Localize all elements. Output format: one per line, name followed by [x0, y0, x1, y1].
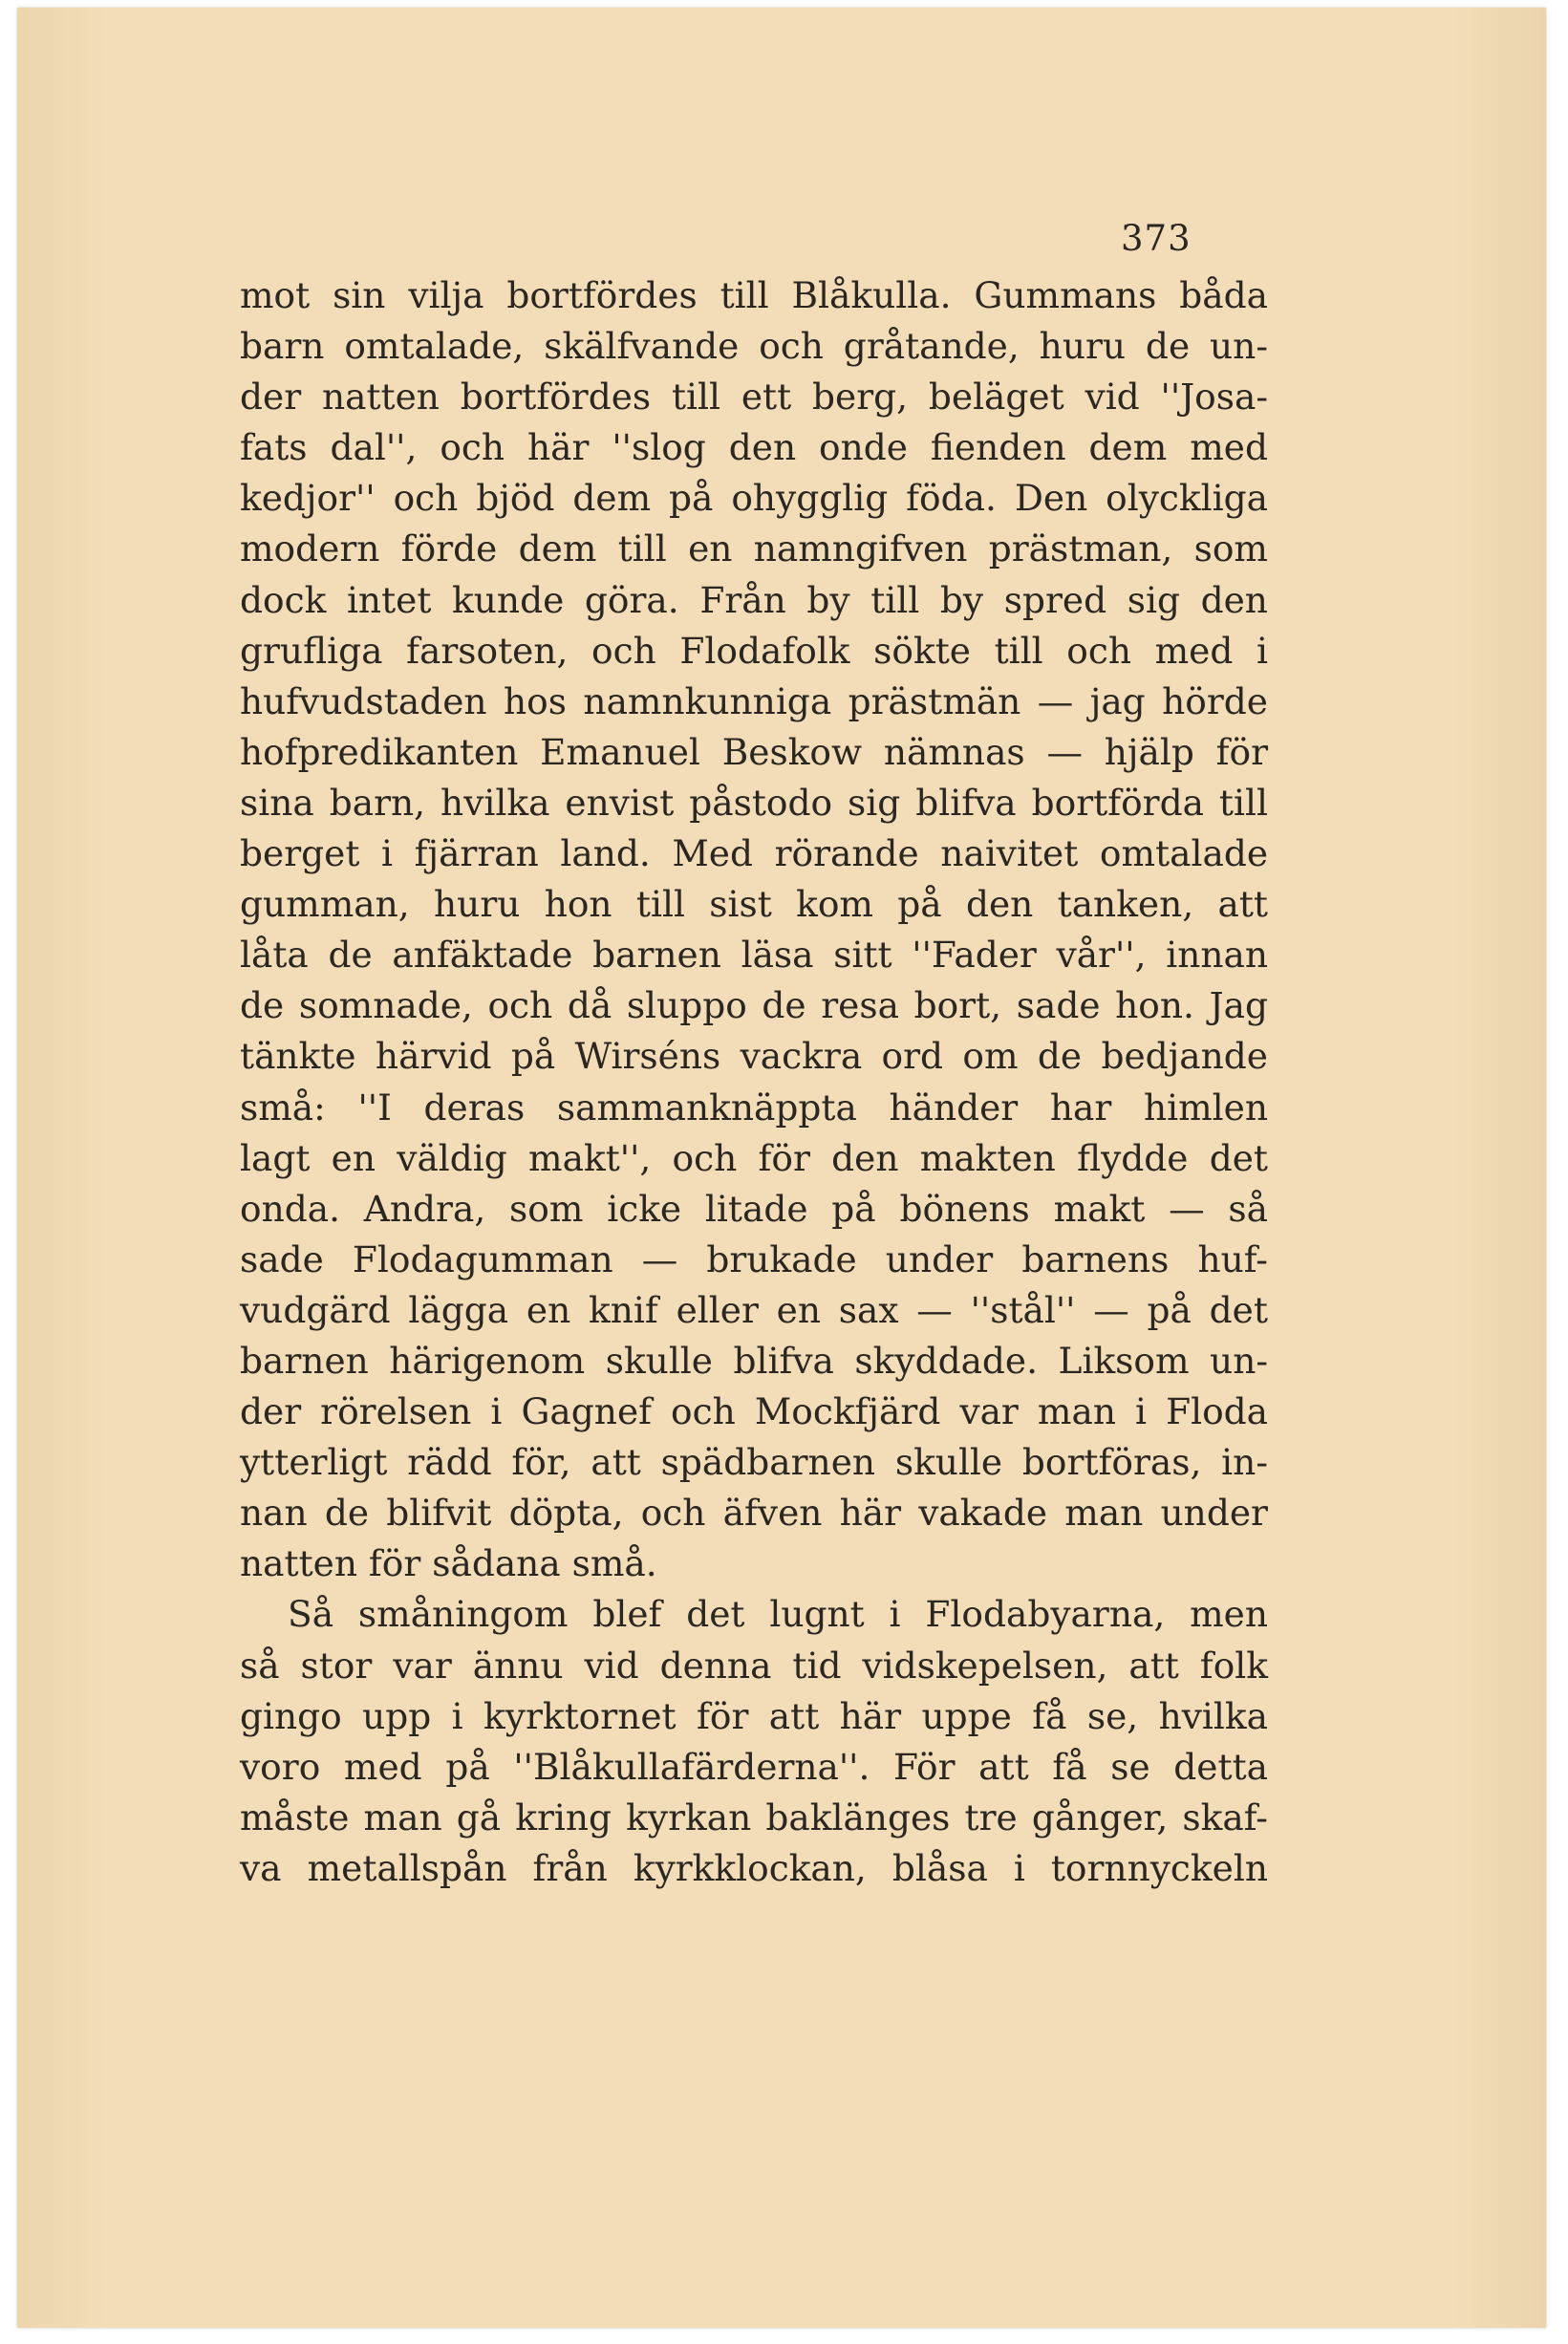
text-line: nan de blifvit döpta, och äfven här vakade man under [240, 1492, 1268, 1535]
text-line: ytterligt rädd för, att spädbarnen skulle bortföras, in- [240, 1441, 1268, 1484]
text-line: så stor var ännu vid denna tid vidskepelsen, att folk [240, 1644, 1268, 1687]
body-text [240, 270, 1268, 1894]
text-line: mot sin vilja bortfördes till Blåkulla. Gummans båda [240, 274, 1268, 316]
text-line: sade Flodagumman — brukade under barnens huf- [240, 1237, 1268, 1280]
text-line: hufvudstaden hos namnkunniga prästmän — jag hörde [240, 679, 1268, 722]
text-line: barnen härigenom skulle blifva skyddade. Liksom un- [240, 1339, 1269, 1382]
text-line: tänkte härvid på Wirséns vackra ord om de bedjande [240, 1035, 1268, 1078]
text-line: grufliga farsoten, och Flodafolk sökte till och med i [240, 629, 1269, 672]
text-line: gingo upp i kyrktornet för att här uppe få se, hvilka [240, 1694, 1268, 1737]
text-line: vudgärd lägga en knif eller en sax — ''stål'' — på det [240, 1288, 1268, 1331]
book-page [17, 8, 1546, 2328]
text-line: gumman, huru hon till sist kom på den tanken, att [240, 883, 1268, 926]
text-line: barn omtalade, skälfvande och gråtande, huru de un- [240, 325, 1268, 368]
text-line: måste man gå kring kyrkan baklänges tre gånger, skaf- [240, 1796, 1268, 1839]
text-line: onda. Andra, som icke litade på bönens makt — så [240, 1187, 1268, 1230]
text-line: berget i fjärran land. Med rörande naivitet omtalade [240, 832, 1269, 875]
text-line: små: ''I deras sammanknäppta händer har himlen [240, 1086, 1269, 1129]
text-line: dock intet kunde göra. Från by till by spred sig den [240, 578, 1268, 621]
text-line: sina barn, hvilka envist påstodo sig blifva bortförda till [240, 781, 1268, 824]
text-line: kedjor'' och bjöd dem på ohygglig föda. Den olyckliga [240, 477, 1268, 520]
text-line: modern förde dem till en namngifven prästman, som [240, 527, 1268, 570]
text-line: natten för sådana små. [240, 1542, 657, 1585]
text-line: hofpredikanten Emanuel Beskow nämnas — hjälp för [240, 730, 1269, 773]
text-line: der rörelsen i Gagnef och Mockfjärd var man i Floda [240, 1390, 1269, 1433]
text-line: der natten bortfördes till ett berg, beläget vid ''Josa- [240, 376, 1269, 419]
text-line: Så småningom blef det lugnt i Flodabyarna, men [288, 1593, 1268, 1636]
text-line: lagt en väldig makt'', och för den makten flydde det [240, 1136, 1268, 1179]
text-line: låta de anfäktade barnen läsa sitt ''Fader vår'', innan [240, 934, 1269, 977]
text-line: voro med på ''Blåkullafärderna''. För att få se detta [240, 1745, 1268, 1788]
text-line: fats dal'', och här ''slog den onde fienden dem med [240, 426, 1269, 469]
page-number: 373 [1121, 218, 1192, 259]
text-line: de somnade, och då sluppo de resa bort, sade hon. Jag [240, 984, 1268, 1027]
text-line: va metallspån från kyrkklockan, blåsa i tornnyckeln [240, 1846, 1268, 1889]
